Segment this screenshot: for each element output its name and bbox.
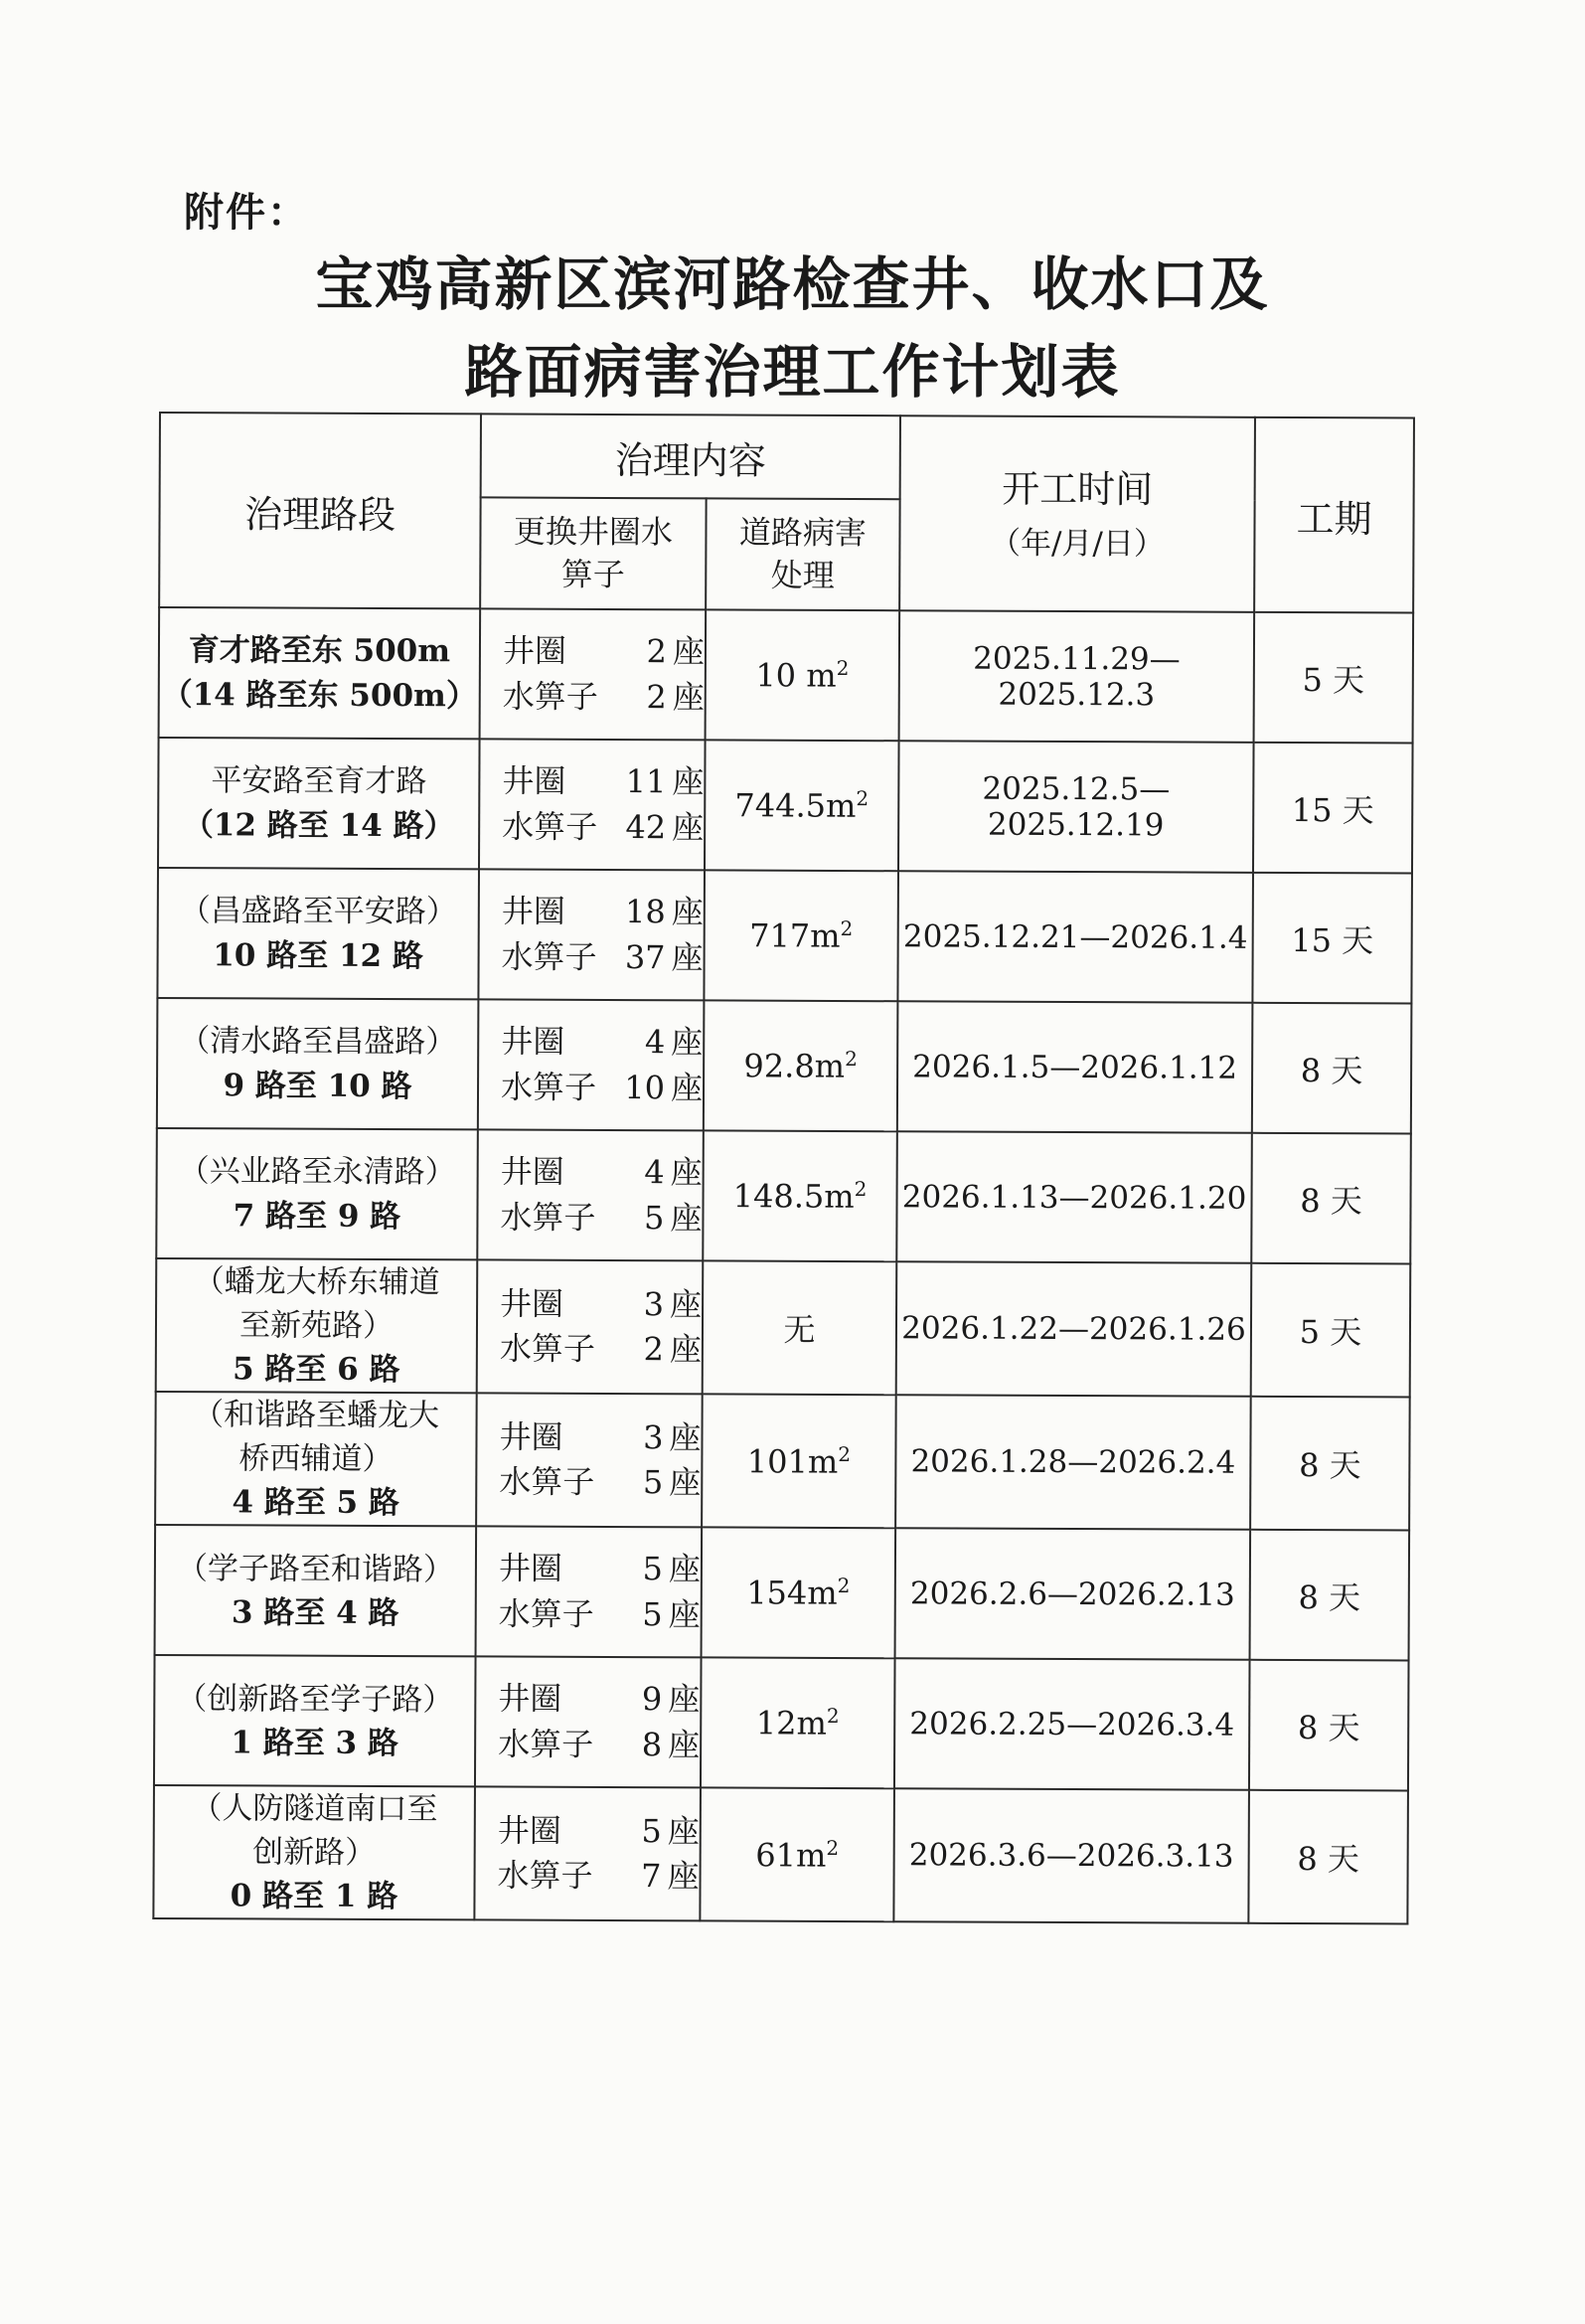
cell-section: [158, 738, 480, 869]
grate-line-label: 水箅子: [497, 1856, 593, 1896]
well-ring-line: [503, 629, 705, 675]
cell-road-damage: [706, 609, 900, 741]
cell-replace: [478, 869, 705, 1000]
cell-start-period: 2025.12.21—2026.1.4: [897, 871, 1253, 1003]
section-line: （人防隧道南口至: [191, 1790, 438, 1828]
well-ring-line-label: 井圈: [500, 1152, 564, 1191]
well-ring-line: [502, 759, 704, 805]
area-value: 717m: [749, 916, 841, 955]
cell-section: [156, 1258, 478, 1393]
area-unit-exponent: 2: [826, 1704, 840, 1729]
cell-section: [155, 1392, 477, 1526]
area-value: 148.5m: [732, 1177, 855, 1216]
grate-line-label: 水箅子: [500, 1068, 597, 1106]
cell-section: [153, 1785, 475, 1919]
header-replace-line-2: 箅子: [560, 555, 625, 594]
cell-section: [159, 607, 481, 739]
grate-line-label: 水箅子: [500, 1198, 596, 1237]
well-ring-line-label: 井圈: [501, 892, 565, 930]
cell-road-damage: [703, 1260, 897, 1395]
section-line: 10 路至 12 路: [213, 936, 424, 974]
cell-duration: 8 天: [1252, 1003, 1412, 1134]
grate-line-label: 水箅子: [499, 1329, 595, 1368]
grate-line: [499, 1591, 701, 1637]
cell-start-period: 2026.1.13—2026.1.20: [896, 1131, 1252, 1263]
grate-line: [503, 674, 705, 720]
well-ring-line-unit: 座: [669, 1417, 702, 1457]
section-line: 桥西辅道）: [238, 1440, 394, 1478]
well-ring-line: [500, 1281, 702, 1327]
cell-road-damage: [700, 1787, 894, 1921]
cell-start-period: 2026.2.25—2026.3.4: [894, 1658, 1250, 1790]
grate-line-count: 7: [641, 1857, 662, 1896]
well-ring-line-label: 井圈: [498, 1549, 563, 1587]
grate-line: [501, 1065, 703, 1110]
table-row: [156, 1258, 1411, 1398]
header-content: 治理内容: [481, 414, 900, 499]
well-ring-line-unit: 座: [672, 632, 706, 671]
table-row: [158, 738, 1413, 874]
cell-section: [156, 1128, 478, 1259]
cell-duration: 8 天: [1249, 1660, 1409, 1791]
table-body: [153, 607, 1413, 1924]
cell-replace: [478, 999, 705, 1130]
well-ring-line-count: 3: [643, 1417, 664, 1456]
header-section: 治理路段: [159, 413, 481, 608]
header-start-time-unit: （年/月/日）: [989, 525, 1165, 563]
section-line: （昌盛路至平安路）: [179, 893, 457, 930]
grate-line-unit: 座: [671, 937, 704, 976]
area-unit-exponent: 2: [838, 1441, 852, 1466]
area-value: 744.5m: [734, 786, 857, 825]
well-ring-line-label: 井圈: [499, 1417, 563, 1456]
grate-line-count: 10: [624, 1068, 666, 1106]
area-unit-exponent: 2: [836, 656, 850, 681]
grate-line-count: 2: [643, 1330, 664, 1369]
header-road-damage: [706, 498, 900, 610]
cell-start-period: 2026.1.22—2026.1.26: [896, 1261, 1252, 1397]
grate-line-count: 2: [646, 677, 667, 716]
well-ring-line-count: 5: [642, 1550, 663, 1588]
section-line: （创新路至学子路）: [176, 1680, 454, 1718]
grate-line: [500, 1195, 702, 1241]
table-header: [159, 413, 1414, 613]
cell-section: [157, 868, 479, 999]
section-line: （蟠龙大桥东辅道: [193, 1263, 440, 1301]
grate-line-label: 水箅子: [498, 1725, 594, 1763]
section-line: 0 路至 1 路: [230, 1878, 398, 1915]
cell-replace: [475, 1656, 702, 1787]
cell-road-damage: [704, 870, 898, 1001]
section-line: 平安路至育才路: [211, 762, 427, 800]
cell-replace: [479, 739, 706, 870]
cell-start-period: 2026.1.5—2026.1.12: [897, 1001, 1253, 1133]
cell-duration: 5 天: [1251, 1263, 1411, 1398]
grate-line-unit: 座: [669, 1330, 702, 1369]
cell-road-damage: [704, 1000, 898, 1131]
cell-road-damage: [701, 1657, 895, 1788]
grate-line-unit: 座: [667, 1857, 700, 1896]
well-ring-line-count: 4: [644, 1153, 665, 1192]
well-ring-line: [501, 1150, 703, 1196]
area-value: 154m: [746, 1574, 838, 1612]
header-start-time-label: 开工时间: [1002, 466, 1154, 512]
grate-line-unit: 座: [669, 1463, 702, 1502]
table-row: [156, 1128, 1411, 1264]
section-line: 7 路至 9 路: [233, 1197, 401, 1235]
table-row: [155, 1525, 1410, 1661]
grate-line-count: 8: [641, 1725, 663, 1763]
well-ring-line: [499, 1414, 701, 1460]
attachment-label: 附件：: [184, 189, 309, 236]
cell-duration: 8 天: [1250, 1397, 1410, 1531]
table-row: [153, 1785, 1408, 1924]
table-row: [157, 868, 1412, 1004]
document-title-line-2: 路面病害治理工作计划表: [464, 338, 1121, 406]
table-row: [157, 998, 1412, 1134]
cell-section: [154, 1655, 476, 1786]
grate-line-label: 水箅子: [502, 677, 598, 716]
well-ring-line-unit: 座: [672, 762, 705, 801]
well-ring-line-unit: 座: [669, 1284, 703, 1323]
well-ring-line: [498, 1808, 700, 1854]
well-ring-line-label: 井圈: [502, 631, 567, 670]
cell-replace: [476, 1393, 703, 1527]
header-replace-line-1: 更换井圈水: [513, 512, 674, 552]
cell-duration: 15 天: [1252, 873, 1412, 1004]
grate-line-unit: 座: [668, 1725, 701, 1763]
grate-line-count: 5: [642, 1463, 664, 1502]
section-line: 4 路至 5 路: [232, 1484, 400, 1522]
grate-line: [499, 1460, 701, 1506]
well-ring-line-label: 井圈: [498, 1679, 562, 1718]
section-line: 3 路至 4 路: [231, 1593, 399, 1631]
well-ring-line-label: 井圈: [497, 1811, 561, 1850]
cell-start-period: 2026.2.6—2026.2.13: [895, 1528, 1251, 1660]
well-ring-line-unit: 座: [671, 893, 704, 931]
well-ring-line-count: 11: [625, 762, 667, 801]
cell-duration: 8 天: [1248, 1790, 1408, 1924]
grate-line-unit: 座: [668, 1594, 701, 1633]
well-ring-line-label: 井圈: [500, 1284, 564, 1323]
well-ring-line-count: 5: [641, 1811, 662, 1850]
area-unit-exponent: 2: [856, 786, 870, 811]
grate-line-unit: 座: [670, 1068, 704, 1106]
table-row: [159, 607, 1414, 744]
grate-line: [502, 934, 704, 980]
section-line: （学子路至和谐路）: [176, 1550, 454, 1587]
grate-line-unit: 座: [672, 677, 705, 716]
grate-line-label: 水箅子: [498, 1594, 594, 1633]
well-ring-line: [498, 1677, 700, 1723]
well-ring-line-unit: 座: [670, 1153, 703, 1192]
cell-road-damage: [702, 1527, 896, 1658]
table-row: [154, 1655, 1409, 1791]
grate-line-unit: 座: [672, 807, 705, 846]
section-line: 创新路）: [252, 1834, 377, 1872]
section-line: 1 路至 3 路: [231, 1724, 399, 1761]
section-line: 9 路至 10 路: [223, 1067, 412, 1104]
cell-duration: 5 天: [1254, 612, 1414, 744]
grate-line-count: 37: [624, 937, 666, 976]
cell-replace: [480, 608, 707, 740]
area-value: 101m: [746, 1441, 839, 1481]
cell-replace: [474, 1786, 701, 1920]
section-line: （12 路至 14 路）: [182, 806, 455, 844]
cell-duration: 8 天: [1251, 1133, 1411, 1264]
cell-road-damage: [702, 1394, 896, 1528]
cell-start-period: 2025.11.29—2025.12.3: [899, 610, 1255, 743]
cell-replace: [476, 1526, 703, 1657]
section-line: 育才路至东 500m: [188, 632, 451, 670]
cell-replace: [477, 1259, 704, 1394]
table-row: [155, 1392, 1410, 1531]
section-line: （兴业路至永清路）: [178, 1153, 456, 1191]
cell-road-damage: [703, 1130, 897, 1261]
grate-line: [498, 1722, 700, 1767]
section-line: 5 路至 6 路: [232, 1351, 400, 1389]
well-ring-line-unit: 座: [671, 1023, 704, 1062]
document-title-line-1: 宝鸡高新区滨河路检查井、收水口及: [315, 250, 1270, 318]
well-ring-line-count: 2: [646, 632, 668, 671]
area-value: 12m: [755, 1704, 828, 1743]
grate-line-unit: 座: [670, 1198, 703, 1237]
cell-road-damage: [705, 740, 899, 871]
grate-line: [497, 1854, 699, 1900]
cell-start-period: 2026.1.28—2026.2.4: [895, 1395, 1251, 1530]
header-duration: 工期: [1254, 417, 1414, 613]
well-ring-line-count: 18: [624, 893, 666, 931]
grate-line-label: 水箅子: [501, 937, 597, 976]
cell-duration: 8 天: [1250, 1530, 1410, 1661]
work-plan-table: [152, 412, 1415, 1925]
well-ring-line-label: 井圈: [501, 1022, 565, 1061]
area-value: 无: [783, 1310, 816, 1349]
well-ring-line-count: 4: [644, 1023, 666, 1062]
well-ring-line-unit: 座: [667, 1811, 700, 1851]
area-value: 61m: [755, 1836, 827, 1875]
cell-replace: [477, 1129, 704, 1260]
well-ring-line-count: 3: [643, 1284, 665, 1323]
area-unit-exponent: 2: [854, 1177, 868, 1202]
section-line: （清水路至昌盛路）: [179, 1023, 457, 1061]
well-ring-line: [501, 1020, 703, 1066]
grate-line-label: 水箅子: [502, 807, 598, 846]
header-start-time: [899, 415, 1255, 612]
section-line: （和谐路至蟠龙大: [193, 1397, 440, 1434]
well-ring-line: [499, 1547, 701, 1592]
grate-line: [502, 804, 704, 850]
area-value: 10 m: [755, 656, 837, 695]
header-road-damage-line-2: 处理: [770, 556, 835, 594]
well-ring-line-label: 井圈: [502, 761, 566, 800]
well-ring-line: [502, 890, 704, 935]
well-ring-line-unit: 座: [668, 1550, 702, 1588]
section-line: （14 路至东 500m）: [161, 676, 477, 714]
area-unit-exponent: 2: [826, 1835, 840, 1860]
cell-start-period: 2026.3.6—2026.3.13: [893, 1788, 1249, 1923]
well-ring-line-count: 9: [641, 1680, 663, 1719]
header-replace: [480, 497, 706, 609]
well-ring-line-unit: 座: [668, 1680, 701, 1719]
area-unit-exponent: 2: [840, 916, 854, 941]
cell-duration: 15 天: [1253, 743, 1413, 874]
cell-section: [155, 1525, 477, 1656]
area-unit-exponent: 2: [845, 1047, 858, 1072]
grate-line-label: 水箅子: [499, 1462, 595, 1501]
grate-line-count: 42: [625, 807, 667, 846]
grate-line-count: 5: [644, 1198, 665, 1237]
grate-line-count: 5: [642, 1594, 663, 1633]
cell-section: [157, 998, 479, 1129]
cell-start-period: 2025.12.5—2025.12.19: [898, 741, 1254, 873]
header-road-damage-line-1: 道路病害: [738, 513, 868, 552]
area-unit-exponent: 2: [837, 1574, 851, 1598]
section-line: 至新苑路）: [238, 1307, 395, 1345]
grate-line: [500, 1327, 702, 1373]
area-value: 92.8m: [743, 1047, 846, 1085]
